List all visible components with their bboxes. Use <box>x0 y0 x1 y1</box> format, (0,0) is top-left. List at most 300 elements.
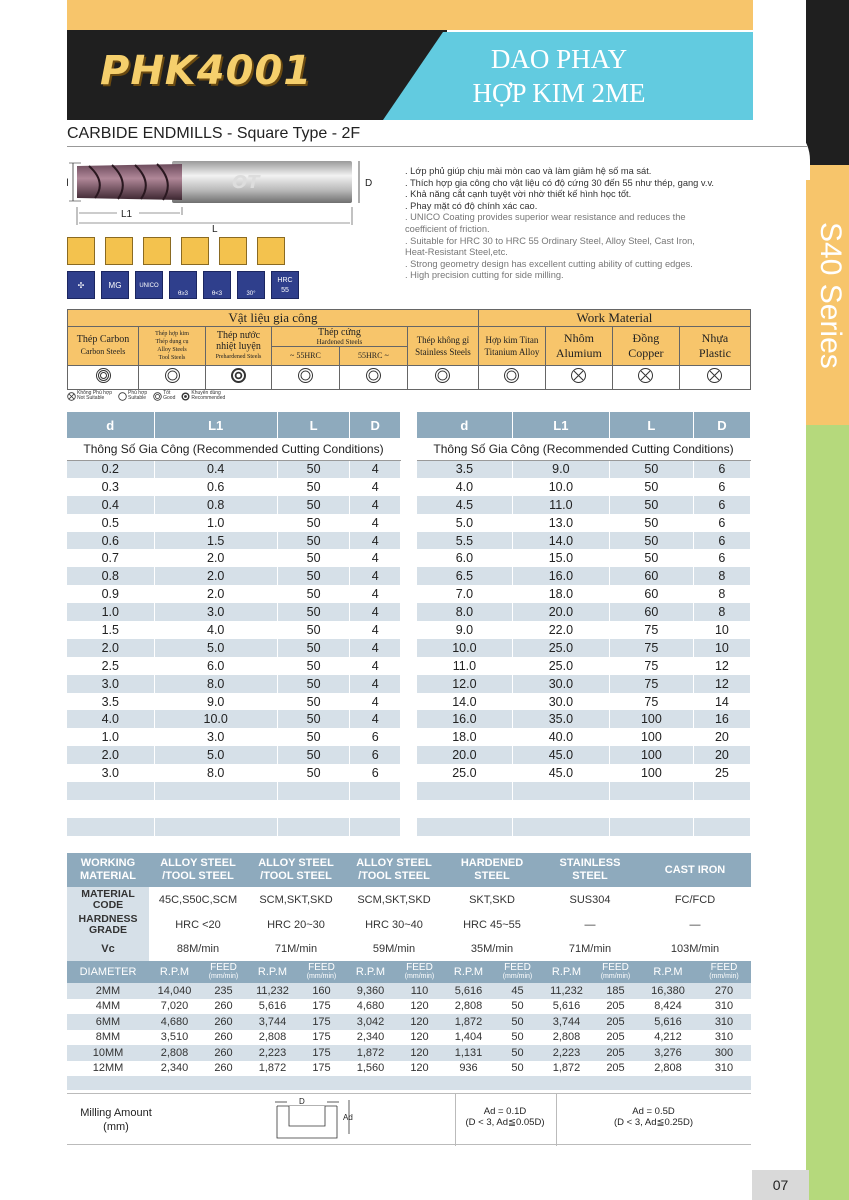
table-row <box>67 675 401 693</box>
material-group: ALLOY STEEL /TOOL STEEL <box>149 853 247 887</box>
milling-note-2: Ad = 0.5D (D < 3, Ad≦0.25D) <box>614 1106 693 1128</box>
vc-cell: 35M/min <box>443 937 541 961</box>
size-cell: 0.6 <box>154 478 277 496</box>
codes-cell: SKT,SKD <box>443 887 541 913</box>
size-cell <box>512 800 609 818</box>
table-row <box>67 710 401 728</box>
cut-cell: 1,872 <box>345 1045 396 1061</box>
size-col-header: L1 <box>154 412 277 438</box>
desc-line: . High precision cutting for side milling. <box>405 270 564 281</box>
size-cell: 11.0 <box>512 496 609 514</box>
size-cell: 9.0 <box>154 693 277 711</box>
size-cell: 22.0 <box>512 621 609 639</box>
cut-cell: 8MM <box>67 1030 149 1046</box>
title-line-1: DAO PHAY <box>490 44 628 74</box>
table-row <box>417 478 751 496</box>
cut-cell: 5,616 <box>247 999 298 1015</box>
angle-30-icon: 30° <box>237 271 265 299</box>
size-cell: 0.3 <box>67 478 154 496</box>
table-row <box>417 675 751 693</box>
size-cell: 100 <box>609 764 693 782</box>
table-row <box>67 460 401 478</box>
hardness-cell: HRC 20~30 <box>247 913 345 937</box>
cut-cell: 160 <box>298 983 345 999</box>
cutting-conditions-table <box>67 853 751 1090</box>
size-cell: 30.0 <box>512 693 609 711</box>
hrc-55-icon: HRC 55 <box>271 271 299 299</box>
size-cell: 6.0 <box>417 549 512 567</box>
size-cell: 50 <box>277 675 350 693</box>
cut-cell: 2,808 <box>541 1030 592 1046</box>
size-cell: 10 <box>693 639 750 657</box>
size-cell: 60 <box>609 603 693 621</box>
size-cell <box>154 800 277 818</box>
cut-cell: 936 <box>443 1061 494 1077</box>
size-cell: 4.0 <box>417 478 512 496</box>
cut-cell: 260 <box>200 1061 247 1077</box>
table-row <box>67 800 401 818</box>
size-cell: 4.5 <box>417 496 512 514</box>
cut-cell: 260 <box>200 1045 247 1061</box>
size-col-header: L <box>609 412 693 438</box>
size-cell: 6 <box>350 746 401 764</box>
table-row <box>417 639 751 657</box>
size-cell <box>277 800 350 818</box>
size-cell <box>693 800 750 818</box>
feed-header: FEED (mm/min) <box>200 961 247 983</box>
size-cell: 8 <box>693 585 750 603</box>
size-cell: 4 <box>350 532 401 550</box>
table-row <box>67 983 751 999</box>
size-col-header: d <box>417 412 512 438</box>
cut-cell: 120 <box>396 1014 443 1030</box>
size-cell <box>350 782 401 800</box>
hardness-cell: HRC <20 <box>149 913 247 937</box>
size-cell: 4 <box>350 693 401 711</box>
material-group: ALLOY STEEL /TOOL STEEL <box>345 853 443 887</box>
size-cell: 4 <box>350 639 401 657</box>
desc-line: coefficient of friction. <box>405 223 490 234</box>
size-cell: 50 <box>277 460 350 478</box>
size-cell: 4 <box>350 603 401 621</box>
cut-cell: 11,232 <box>247 983 298 999</box>
cond-label: Thông Số Gia Công (Recommended Cutting Conditions) <box>417 438 751 460</box>
desc-line: . Thích hợp gia công cho vật liệu có độ cứng 30 đến 55 như thép, gang v.v. <box>405 177 715 188</box>
vc-cell: 59M/min <box>345 937 443 961</box>
not-suitable-icon <box>545 366 612 390</box>
size-cell: 4 <box>350 478 401 496</box>
table-row <box>67 1030 751 1046</box>
size-cell <box>154 782 277 800</box>
codes-cell: FC/FCD <box>639 887 751 913</box>
material-col: Thép hợp kim Thép dụng cụ Alloy Steels Tool Steels <box>139 327 206 366</box>
cut-cell: 4,212 <box>639 1030 697 1046</box>
size-cell: 50 <box>277 585 350 603</box>
side-dark-band <box>806 0 849 165</box>
table-row <box>67 782 401 800</box>
ramp-icon: θ≥3 <box>169 271 197 299</box>
size-cell: 11.0 <box>417 657 512 675</box>
table-row <box>417 514 751 532</box>
page-number: 07 <box>752 1170 809 1200</box>
hardness-cell: — <box>541 913 639 937</box>
rpm-header: R.P.M <box>541 961 592 983</box>
vc-cell: 71M/min <box>541 937 639 961</box>
rpm-header: R.P.M <box>149 961 200 983</box>
size-cell: 0.5 <box>67 514 154 532</box>
table-row <box>67 639 401 657</box>
cut-cell: 6MM <box>67 1014 149 1030</box>
size-cell: 2.0 <box>154 585 277 603</box>
size-cell <box>67 782 154 800</box>
cut-cell: 1,404 <box>443 1030 494 1046</box>
size-cell <box>512 782 609 800</box>
size-cell: 50 <box>277 693 350 711</box>
divider <box>67 146 807 147</box>
cut-cell: 3,276 <box>639 1045 697 1061</box>
cut-cell: 3,042 <box>345 1014 396 1030</box>
table-row <box>67 478 401 496</box>
size-cell: 50 <box>609 514 693 532</box>
size-cell: 50 <box>277 639 350 657</box>
wm-label: WORKING MATERIAL <box>67 853 149 887</box>
table-row <box>67 999 751 1015</box>
svg-text:OT: OT <box>232 172 260 193</box>
size-cell: 6 <box>693 478 750 496</box>
cut-cell: 2,808 <box>639 1061 697 1077</box>
rpm-header: R.P.M <box>345 961 396 983</box>
feed-header: FEED (mm/min) <box>298 961 345 983</box>
size-cell: 2.0 <box>154 567 277 585</box>
cut-cell: 4MM <box>67 999 149 1015</box>
size-cell: 45.0 <box>512 746 609 764</box>
cut-cell: 120 <box>396 1030 443 1046</box>
material-group: STAINLESS STEEL <box>541 853 639 887</box>
size-cell: 6 <box>693 549 750 567</box>
size-cell: 50 <box>609 478 693 496</box>
size-cell: 50 <box>277 496 350 514</box>
legend-not-suitable: Không Phù hợp Not Suitable <box>67 391 112 401</box>
cut-cell: 300 <box>697 1045 751 1061</box>
size-cell: 14.0 <box>512 532 609 550</box>
size-cell <box>277 818 350 836</box>
size-cell <box>609 800 693 818</box>
title-line-2: HỢP KIM 2ME <box>472 78 646 108</box>
table-row <box>67 514 401 532</box>
size-cell: 3.0 <box>154 603 277 621</box>
cut-cell: 11,232 <box>541 983 592 999</box>
size-cell: 16.0 <box>417 710 512 728</box>
material-col: Nhựa Plastic <box>679 327 750 366</box>
size-cell: 12 <box>693 675 750 693</box>
size-cell: 100 <box>609 710 693 728</box>
size-cell <box>609 818 693 836</box>
cut-cell: 310 <box>697 999 751 1015</box>
rpm-header: R.P.M <box>639 961 697 983</box>
description <box>405 166 800 282</box>
hardness-cell: — <box>639 913 751 937</box>
diameter-label: DIAMETER <box>67 961 149 983</box>
endmill-drawing <box>67 155 402 225</box>
table-row <box>67 496 401 514</box>
size-cell: 1.0 <box>154 514 277 532</box>
feed-header: FEED (mm/min) <box>396 961 443 983</box>
codes-label: MATERIAL CODE <box>67 887 149 913</box>
pocket-milling-icon <box>105 237 133 265</box>
size-cell: 4 <box>350 585 401 603</box>
size-cell: 50 <box>277 514 350 532</box>
mg-icon: MG <box>101 271 129 299</box>
size-cell: 14 <box>693 693 750 711</box>
size-col-header: D <box>350 412 401 438</box>
size-cell: 10.0 <box>512 478 609 496</box>
cut-cell: 10MM <box>67 1045 149 1061</box>
desc-line: . UNICO Coating provides superior wear resistance and reduces the <box>405 212 686 223</box>
size-cell: 20 <box>693 728 750 746</box>
cut-cell: 8,424 <box>639 999 697 1015</box>
size-cell: 4 <box>350 496 401 514</box>
size-cell: 6.0 <box>154 657 277 675</box>
size-cell: 6 <box>350 728 401 746</box>
size-cell: 1.5 <box>67 621 154 639</box>
table-row <box>417 460 751 478</box>
face-milling-icon <box>143 237 171 265</box>
size-cell: 3.5 <box>67 693 154 711</box>
table-row <box>417 710 751 728</box>
D-label: D <box>365 178 373 189</box>
suitable-icon <box>139 366 206 390</box>
cut-cell: 7,020 <box>149 999 200 1015</box>
size-cell: 75 <box>609 693 693 711</box>
cut-cell: 50 <box>494 1061 541 1077</box>
vc-cell: 103M/min <box>639 937 751 961</box>
size-cell: 20.0 <box>512 603 609 621</box>
size-cell: 13.0 <box>512 514 609 532</box>
table-row <box>67 746 401 764</box>
size-col-header: d <box>67 412 154 438</box>
cut-cell: 120 <box>396 1061 443 1077</box>
size-cell: 10 <box>693 621 750 639</box>
shoulder-milling-icon <box>181 237 209 265</box>
table-row <box>417 549 751 567</box>
cut-cell: 1,872 <box>443 1014 494 1030</box>
table-row <box>67 1061 751 1077</box>
size-cell: 16.0 <box>512 567 609 585</box>
size-cell: 50 <box>277 621 350 639</box>
size-cell: 25 <box>693 764 750 782</box>
material-col: Hợp kim Titan Titanium Alloy <box>478 327 545 366</box>
size-cell: 10.0 <box>154 710 277 728</box>
table-row <box>417 603 751 621</box>
material-col: Thép nước nhiệt luyện Prehardened Steels <box>206 327 272 366</box>
cut-cell: 310 <box>697 1061 751 1077</box>
cut-cell: 260 <box>200 1030 247 1046</box>
page-title <box>450 42 668 110</box>
series-label: S40 Series <box>814 222 847 369</box>
table-row <box>67 603 401 621</box>
material-col: Đồng Copper <box>612 327 679 366</box>
size-cell: 60 <box>609 567 693 585</box>
suitable-icon <box>478 366 545 390</box>
table-row <box>417 782 751 800</box>
cut-cell: 2,223 <box>541 1045 592 1061</box>
slot-milling-icon <box>67 237 95 265</box>
good-icon <box>68 366 139 390</box>
size-cell: 18.0 <box>417 728 512 746</box>
size-cell: 2.0 <box>67 639 154 657</box>
size-cell: 50 <box>277 567 350 585</box>
codes-cell: SCM,SKT,SKD <box>345 887 443 913</box>
table-row <box>417 657 751 675</box>
size-cell: 40.0 <box>512 728 609 746</box>
milling-note-1: Ad = 0.1D (D < 3, Ad≦0.05D) <box>465 1106 545 1128</box>
size-cell: 6.5 <box>417 567 512 585</box>
size-cell: 4 <box>350 549 401 567</box>
table-row <box>417 693 751 711</box>
size-cell: 15.0 <box>512 549 609 567</box>
table-row <box>67 1014 751 1030</box>
size-cell: 35.0 <box>512 710 609 728</box>
size-cell: 1.5 <box>154 532 277 550</box>
size-cell: 3.0 <box>154 728 277 746</box>
milling-diagram <box>267 1098 427 1142</box>
size-cell: 6 <box>693 460 750 478</box>
vc-cell: 88M/min <box>149 937 247 961</box>
size-table-right <box>417 412 751 836</box>
size-cell: 4.0 <box>154 621 277 639</box>
size-cell: 50 <box>609 549 693 567</box>
size-cell: 50 <box>277 603 350 621</box>
table-footer <box>67 1076 751 1090</box>
size-cell: 16 <box>693 710 750 728</box>
cut-cell: 4,680 <box>345 999 396 1015</box>
size-cell <box>609 782 693 800</box>
cut-cell: 50 <box>494 1030 541 1046</box>
cut-cell: 50 <box>494 999 541 1015</box>
table-row <box>67 1045 751 1061</box>
cut-cell: 175 <box>298 1030 345 1046</box>
size-cell: 25.0 <box>512 639 609 657</box>
size-cell: 2.0 <box>67 746 154 764</box>
size-cell <box>693 818 750 836</box>
size-cell <box>350 818 401 836</box>
size-cell <box>693 782 750 800</box>
size-cell: 5.0 <box>154 746 277 764</box>
cut-cell: 175 <box>298 1061 345 1077</box>
size-cell <box>67 800 154 818</box>
size-cell: 3.0 <box>67 675 154 693</box>
size-cell: 50 <box>277 478 350 496</box>
size-cell: 4 <box>350 675 401 693</box>
size-cell: 4 <box>350 567 401 585</box>
cut-cell: 2,808 <box>443 999 494 1015</box>
cut-cell: 175 <box>298 1045 345 1061</box>
header-orange-band <box>67 0 753 30</box>
material-group: CAST IRON <box>639 853 751 887</box>
cut-cell: 1,560 <box>345 1061 396 1077</box>
size-cell: 20 <box>693 746 750 764</box>
size-cell: 0.7 <box>67 549 154 567</box>
cut-cell: 5,616 <box>639 1014 697 1030</box>
cut-cell: 9,360 <box>345 983 396 999</box>
cut-cell: 260 <box>200 1014 247 1030</box>
size-cell: 50 <box>277 710 350 728</box>
size-cell: 30.0 <box>512 675 609 693</box>
table-row <box>417 746 751 764</box>
legend-good: Tốt Good <box>153 391 175 401</box>
size-cell <box>417 818 512 836</box>
size-cell: 4 <box>350 621 401 639</box>
cut-cell: 2,223 <box>247 1045 298 1061</box>
size-cell: 0.4 <box>67 496 154 514</box>
cut-cell: 120 <box>396 999 443 1015</box>
cut-cell: 260 <box>200 999 247 1015</box>
table-row <box>67 621 401 639</box>
material-suitability-row <box>68 366 751 390</box>
size-cell: 0.9 <box>67 585 154 603</box>
size-cell: 1.0 <box>67 728 154 746</box>
size-cell: 0.4 <box>154 460 277 478</box>
size-cell: 6 <box>693 514 750 532</box>
cut-cell: 16,380 <box>639 983 697 999</box>
vc-cell: 71M/min <box>247 937 345 961</box>
size-cell: 60 <box>609 585 693 603</box>
material-col: Thép không gỉ Stainless Steels <box>407 327 478 366</box>
cut-cell: 5,616 <box>541 999 592 1015</box>
table-row <box>67 728 401 746</box>
size-cell: 9.0 <box>417 621 512 639</box>
cut-cell: 205 <box>592 999 639 1015</box>
product-subtitle: CARBIDE ENDMILLS - Square Type - 2F <box>67 125 361 142</box>
cut-cell: 45 <box>494 983 541 999</box>
size-cell: 4 <box>350 657 401 675</box>
feed-header: FEED (mm/min) <box>494 961 541 983</box>
cut-cell: 12MM <box>67 1061 149 1077</box>
size-cell: 3.0 <box>67 764 154 782</box>
table-row <box>67 585 401 603</box>
size-cell: 50 <box>277 657 350 675</box>
feed-header: FEED (mm/min) <box>697 961 751 983</box>
material-title-en: Work Material <box>478 310 750 327</box>
cut-cell: 2,808 <box>247 1030 298 1046</box>
size-cell: 25.0 <box>512 657 609 675</box>
vc-label: Vc <box>67 937 149 961</box>
plunge-milling-icon <box>257 237 285 265</box>
size-cell: 50 <box>277 549 350 567</box>
cut-cell: 185 <box>592 983 639 999</box>
desc-line: . Suitable for HRC 30 to HRC 55 Ordinary Steel, Alloy Steel, Cast Iron, <box>405 235 695 246</box>
feed-header: FEED (mm/min) <box>592 961 639 983</box>
size-cell: 100 <box>609 728 693 746</box>
rpm-header: R.P.M <box>247 961 298 983</box>
size-cell: 75 <box>609 675 693 693</box>
size-cell: 6 <box>693 496 750 514</box>
material-title-vn: Vật liệu gia công <box>68 310 479 327</box>
hardness-cell: HRC 30~40 <box>345 913 443 937</box>
diag-ad-label: Ad <box>343 1113 353 1122</box>
legend-recommended: Khuyến dùng Recommended <box>181 391 225 401</box>
cut-cell: 1,872 <box>541 1061 592 1077</box>
d-label <box>67 178 69 189</box>
size-cell <box>417 800 512 818</box>
size-cell: 8.0 <box>417 603 512 621</box>
size-cell: 4 <box>350 460 401 478</box>
size-cell: 75 <box>609 639 693 657</box>
size-cell <box>154 818 277 836</box>
size-cell: 5.0 <box>417 514 512 532</box>
cut-cell: 4,680 <box>149 1014 200 1030</box>
cut-cell: 205 <box>592 1030 639 1046</box>
